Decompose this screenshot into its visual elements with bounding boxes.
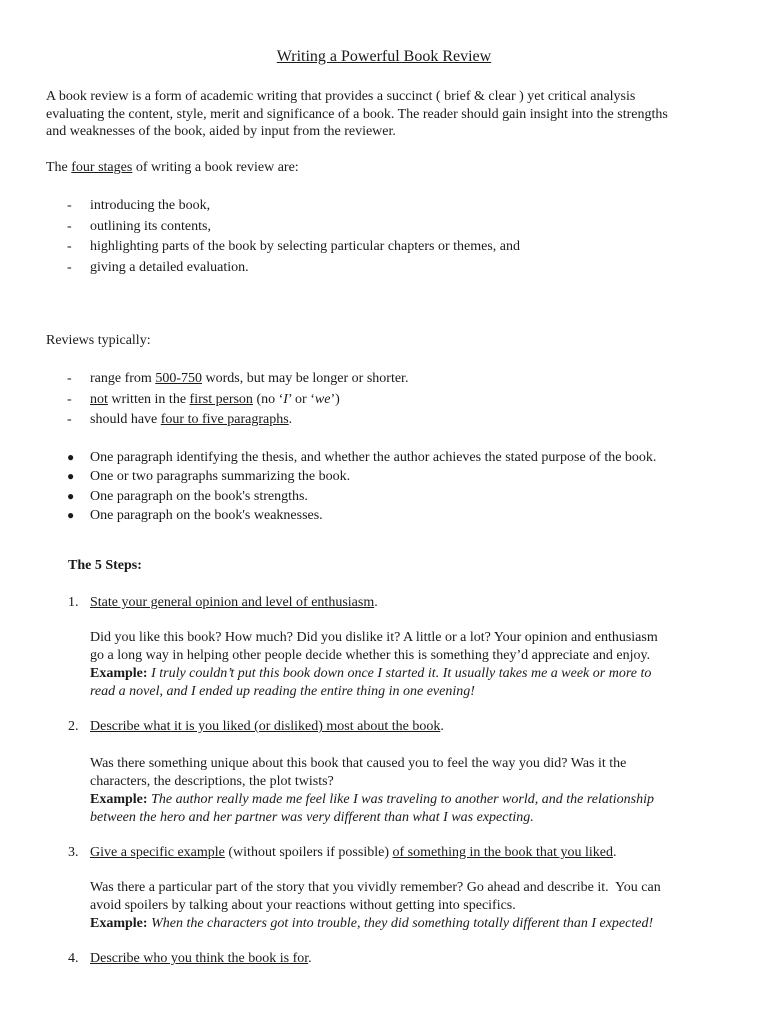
bullet-icon: ● [67, 488, 75, 503]
document-title: Writing a Powerful Book Review [276, 48, 492, 65]
body-line: Did you like this book? How much? Did you dislike it? A little or a lot? Your opinion and enthusiasm [90, 630, 658, 645]
example-line: read a novel, and I ended up reading the entire thing in one evening! [90, 684, 475, 699]
step-title: Describe what it is you liked (or disliked) most about the book. [90, 719, 444, 734]
intro-paragraph [46, 88, 736, 141]
dash-marker: - [67, 260, 72, 276]
body-line: Was there something unique about this book that caused you to feel the way you did? Was it the [90, 756, 627, 771]
step-number: 4. [68, 951, 79, 966]
list-item-text: should have four to five paragraphs. [90, 412, 293, 428]
bullet-icon: ● [67, 450, 75, 464]
list-item-text: giving a detailed evaluation. [90, 260, 249, 276]
stages-prefix: The [46, 160, 72, 175]
dash-marker: - [67, 218, 72, 234]
step-number: 3. [68, 845, 79, 860]
list-item-text: One paragraph identifying the thesis, and whether the author achieves the stated purpose of the book. [90, 450, 657, 465]
list-item-text: not written in the first person (no ‘I’ or ‘we’) [90, 391, 340, 407]
bullet-icon: ● [67, 507, 75, 522]
dash-marker: - [67, 412, 72, 428]
list-item-text: introducing the book, [90, 198, 211, 213]
dash-marker: - [67, 198, 72, 213]
four-stages-text: four stages [71, 160, 133, 175]
list-item-text: One paragraph on the book's strengths. [90, 488, 308, 504]
intro-line: and weaknesses of the book, aided by input from the reviewer. [46, 124, 396, 139]
dash-marker: - [67, 239, 72, 255]
body-line: characters, the descriptions, the plot twists? [90, 774, 334, 789]
bullet-icon: ● [67, 469, 75, 484]
intro-line: A book review is a form of academic writing that provides a succinct ( brief & clear ) yet critical analysis [46, 89, 636, 104]
example-line: Example: The author really made me feel like I was traveling to another world, and the relationship [90, 792, 654, 807]
stages-sentence [46, 160, 299, 176]
list-item-text: highlighting parts of the book by selecting particular chapters or themes, and [90, 239, 520, 255]
list-item-text: outlining its contents, [90, 218, 211, 234]
step-3-body [90, 879, 730, 933]
step-number: 1. [68, 595, 79, 610]
example-line: Example: When the characters got into trouble, they did something totally different than I expected! [90, 916, 654, 931]
list-item-text: One paragraph on the book's weaknesses. [90, 507, 323, 523]
steps-heading: The 5 Steps: [68, 558, 142, 573]
dash-marker: - [67, 391, 72, 407]
step-title: Give a specific example (without spoilers if possible) of something in the book that you liked. [90, 845, 617, 860]
body-line: Was there a particular part of the story that you vividly remember? Go ahead and describe it. You can [90, 880, 661, 895]
example-line: between the hero and her partner was very different than what I was expecting. [90, 810, 534, 825]
intro-line: evaluating the content, style, merit and significance of a book. The reader should gain insight into the strengths [46, 106, 668, 122]
body-line: go a long way in helping other people decide whether this is something they’d appreciate and enjoy. [90, 648, 651, 663]
step-title: Describe who you think the book is for. [90, 951, 312, 966]
dash-marker: - [67, 371, 72, 386]
step-title: State your general opinion and level of enthusiasm. [90, 595, 378, 610]
stages-suffix: of writing a book review are: [132, 160, 299, 175]
reviews-heading: Reviews typically: [46, 333, 151, 348]
list-item-text: One or two paragraphs summarizing the book. [90, 469, 351, 485]
step-2-body [90, 755, 730, 827]
example-line: Example: I truly couldn’t put this book down once I started it. It usually takes me a week or more to [90, 666, 652, 681]
step-1-body [90, 629, 730, 701]
body-line: avoid spoilers by talking about your reactions without getting into specifics. [90, 898, 516, 913]
step-number: 2. [68, 719, 79, 734]
list-item-text: range from 500-750 words, but may be longer or shorter. [90, 371, 409, 386]
